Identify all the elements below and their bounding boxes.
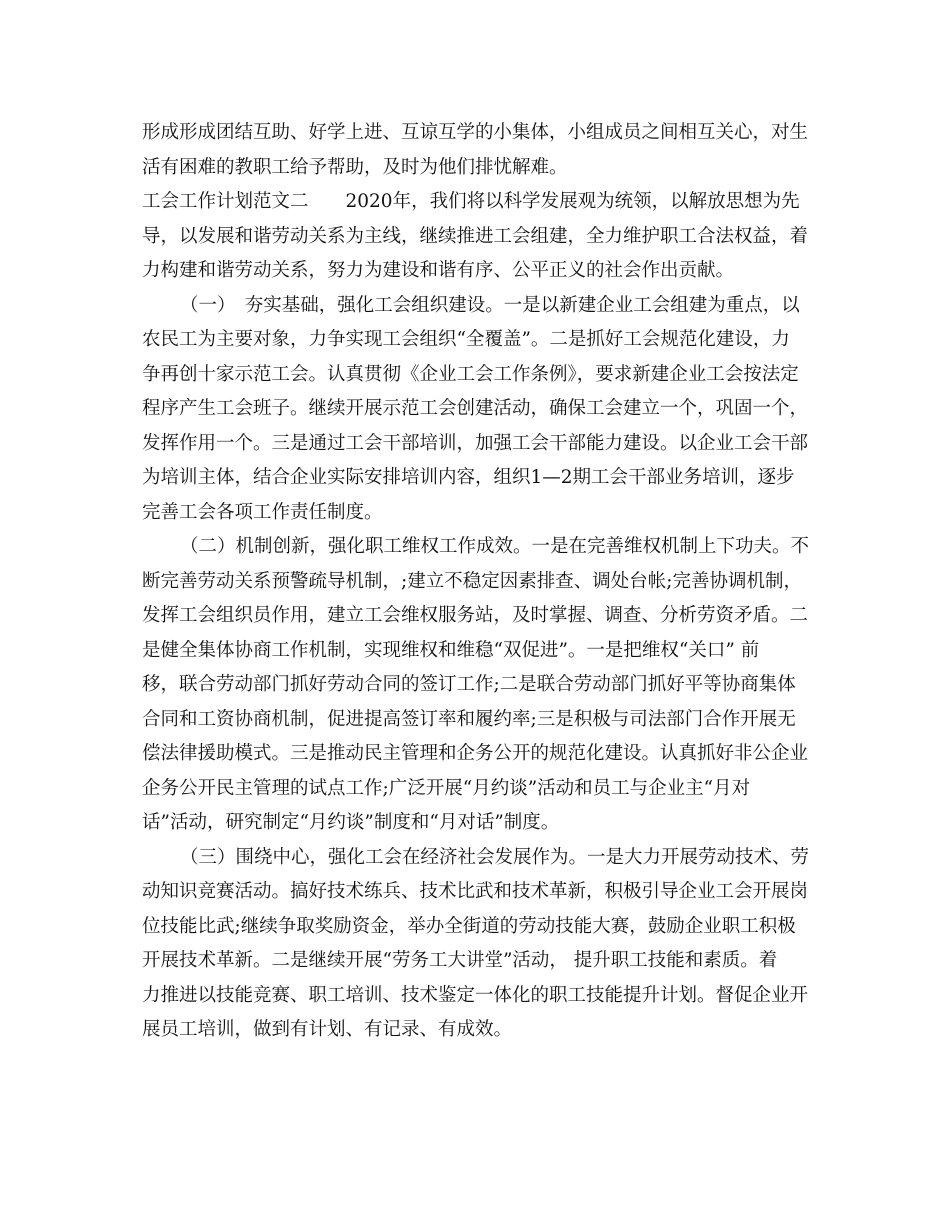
text-line: 动知识竞赛活动。搞好技术练兵、技术比武和技术革新，积极引导企业工会开展岗 [142,881,809,902]
text-line: 力推进以技能竞赛、职工培训、技术鉴定一体化的职工技能提升计划。督促企业开 [142,984,809,1006]
text-line: 导，以发展和谐劳动关系为主线，继续推进工会组建，全力维护职工合法权益，着 [142,225,809,247]
text-line: 断完善劳动关系预警疏导机制，;建立不稳定因素排查、调处台帐;完善协调机制， [142,570,802,592]
text-line: 发挥作用一个。三是通过工会干部培训，加强工会干部能力建设。以企业工会干部 [142,432,809,454]
text-line: 是健全集体协商工作机制，实现维权和维稳“双促进”。一是把维权“关口” 前 [142,639,760,661]
text-line: 发挥工会组织员作用，建立工会维权服务站，及时掌握、调查、分析劳资矛盾。二 [142,605,809,626]
section-heading-line: 工会工作计划范文二 2020年，我们将以科学发展观为统领，以解放思想为先 [142,191,800,212]
text-line: 偿法律援助模式。三是推动民主管理和企务公开的规范化建设。认真抓好非公企业 [142,743,809,764]
text-line: 争再创十家示范工会。认真贯彻《企业工会工作条例》，要求新建企业工会按法定 [142,363,799,385]
text-line: 活有困难的教职工给予帮助，及时为他们排忧解难。 [142,156,568,178]
text-line: 企务公开民主管理的试点工作;广泛开展“月约谈”活动和员工与企业主“月对 [142,777,751,799]
paragraph-first-line: （一） 夯实基础，强化工会组织建设。一是以新建企业工会组建为重点，以 [180,294,800,316]
text-line: 完善工会各项工作责任制度。 [142,501,383,523]
text-line: 程序产生工会班子。继续开展示范工会创建活动，确保工会建立一个，巩固一个， [142,398,809,419]
paragraph-first-line: （三）围绕中心，强化工会在经济社会发展作为。一是大力开展劳动技术、劳 [180,846,810,868]
document-page [142,116,812,1048]
text-line: 形成形成团结互助、好学上进、互谅互学的小集体，小组成员之间相互关心，对生 [142,122,809,143]
text-line: 开展技术革新。二是继续开展“劳务工大讲堂”活动， 提升职工技能和素质。着 [142,950,778,971]
text-line: 位技能比武;继续争取奖励资金，举办全街道的劳动技能大赛，鼓励企业职工积极 [142,915,796,937]
text-line: 移，联合劳动部门抓好劳动合同的签订工作;二是联合劳动部门抓好平等协商集体 [142,674,796,695]
text-line: 为培训主体，结合企业实际安排培训内容，组织1—2期工会干部业务培训，逐步 [142,467,795,488]
paragraph-first-line: （二）机制创新，强化职工维权工作成效。一是在完善维权机制上下功夫。不 [180,536,810,557]
text-line: 话”活动，研究制定“月约谈”制度和“月对话”制度。 [142,812,560,833]
text-line: 合同和工资协商机制，促进提高签订率和履约率;三是积极与司法部门合作开展无 [142,708,796,730]
text-line: 力构建和谐劳动关系，努力为建设和谐有序、公平正义的社会作出贡献。 [142,260,735,281]
text-line: 展员工培训，做到有计划、有记录、有成效。 [142,1019,513,1040]
text-line: 农民工为主要对象，力争实现工会组织“全覆盖”。二是抓好工会规范化建设，力 [142,329,790,350]
